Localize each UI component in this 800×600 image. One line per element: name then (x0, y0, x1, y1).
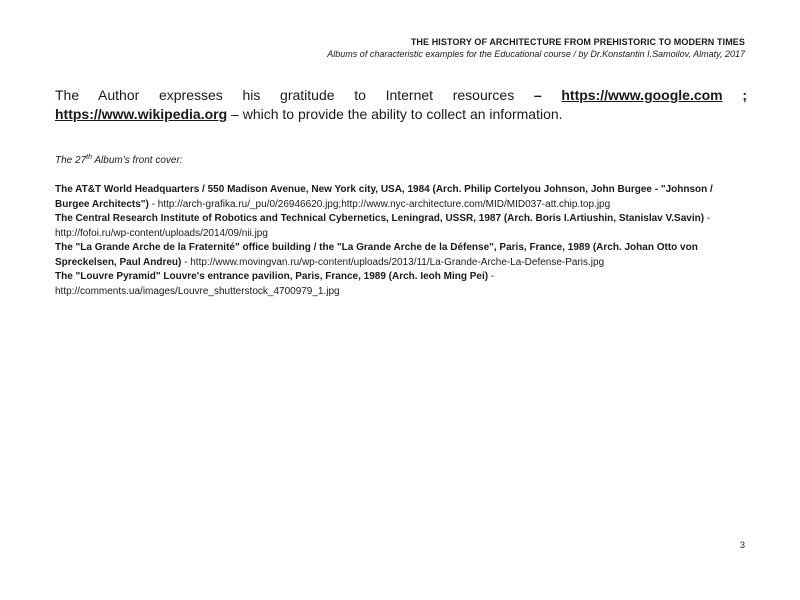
gratitude-dash: – (533, 87, 542, 103)
album-cover-caption (55, 154, 183, 168)
gratitude-paragraph (55, 86, 747, 124)
google-link[interactable]: https://www.google.com (561, 87, 723, 103)
credit-title: The AT&T World Headquarters / 550 Madison Avenue, New York city, USA, 1984 (Arch. Philip Cortelyou Johnson, John Burgee - "Johnson / Burgee Architects") (55, 184, 713, 210)
gratitude-intro: The Author expresses his gratitude to Internet resources (55, 87, 534, 103)
header-subtitle: Albums of characteristic examples for the Educational course / by Dr.Konstantin I.Samoilov, Almaty, 2017 (327, 49, 745, 59)
credit-title: The "La Grande Arche de la Fraternité" office building / the "La Grande Arche de la Défense", Paris, France, 1989 (Arch. Johan Otto von Spreckelsen, Paul Andreu) (55, 242, 698, 268)
image-credits-list (55, 183, 747, 299)
page-header (327, 36, 745, 60)
wikipedia-link[interactable]: https://www.wikipedia.org (55, 106, 228, 122)
credit-entry-robotics-institute (55, 212, 747, 241)
credit-title: The Central Research Institute of Robotics and Technical Cybernetics, Leningrad, USSR, 1987 (Arch. Boris I.Artiushin, Stanislav V.Savin) (55, 213, 705, 224)
credit-source: - http://comments.ua/images/Louvre_shutterstock_4700979_1.jpg (55, 271, 495, 297)
credit-source: - http://fofoi.ru/wp-content/uploads/2014/09/nii.jpg (55, 213, 711, 239)
gratitude-separator: ; (722, 87, 747, 103)
credit-source: - http://arch-grafika.ru/_pu/0/26946620.jpg;http://www.nyc-architecture.com/MID/MID037-att.chip.top.jpg (148, 198, 611, 210)
credit-title: The "Louvre Pyramid" Louvre's entrance pavilion, Paris, France, 1989 (Arch. Ieoh Ming Pei) (55, 271, 489, 282)
caption-suffix: Album’s front cover: (91, 155, 183, 166)
header-title: THE HISTORY OF ARCHITECTURE FROM PREHISTORIC TO MODERN TIMES (410, 37, 745, 47)
gratitude-outro: – which to provide the ability to collect an information. (227, 106, 563, 122)
credit-entry-louvre-pyramid (55, 270, 747, 299)
credit-entry-att-headquarters (55, 183, 747, 212)
page-number: 3 (739, 540, 745, 550)
credit-source: - http://www.movingvan.ru/wp-content/uploads/2013/11/La-Grande-Arche-La-Defense-Paris.jpg (181, 256, 605, 268)
caption-superscript: th (86, 154, 92, 161)
credit-entry-grande-arche (55, 241, 747, 270)
caption-prefix: The 27 (55, 155, 87, 166)
